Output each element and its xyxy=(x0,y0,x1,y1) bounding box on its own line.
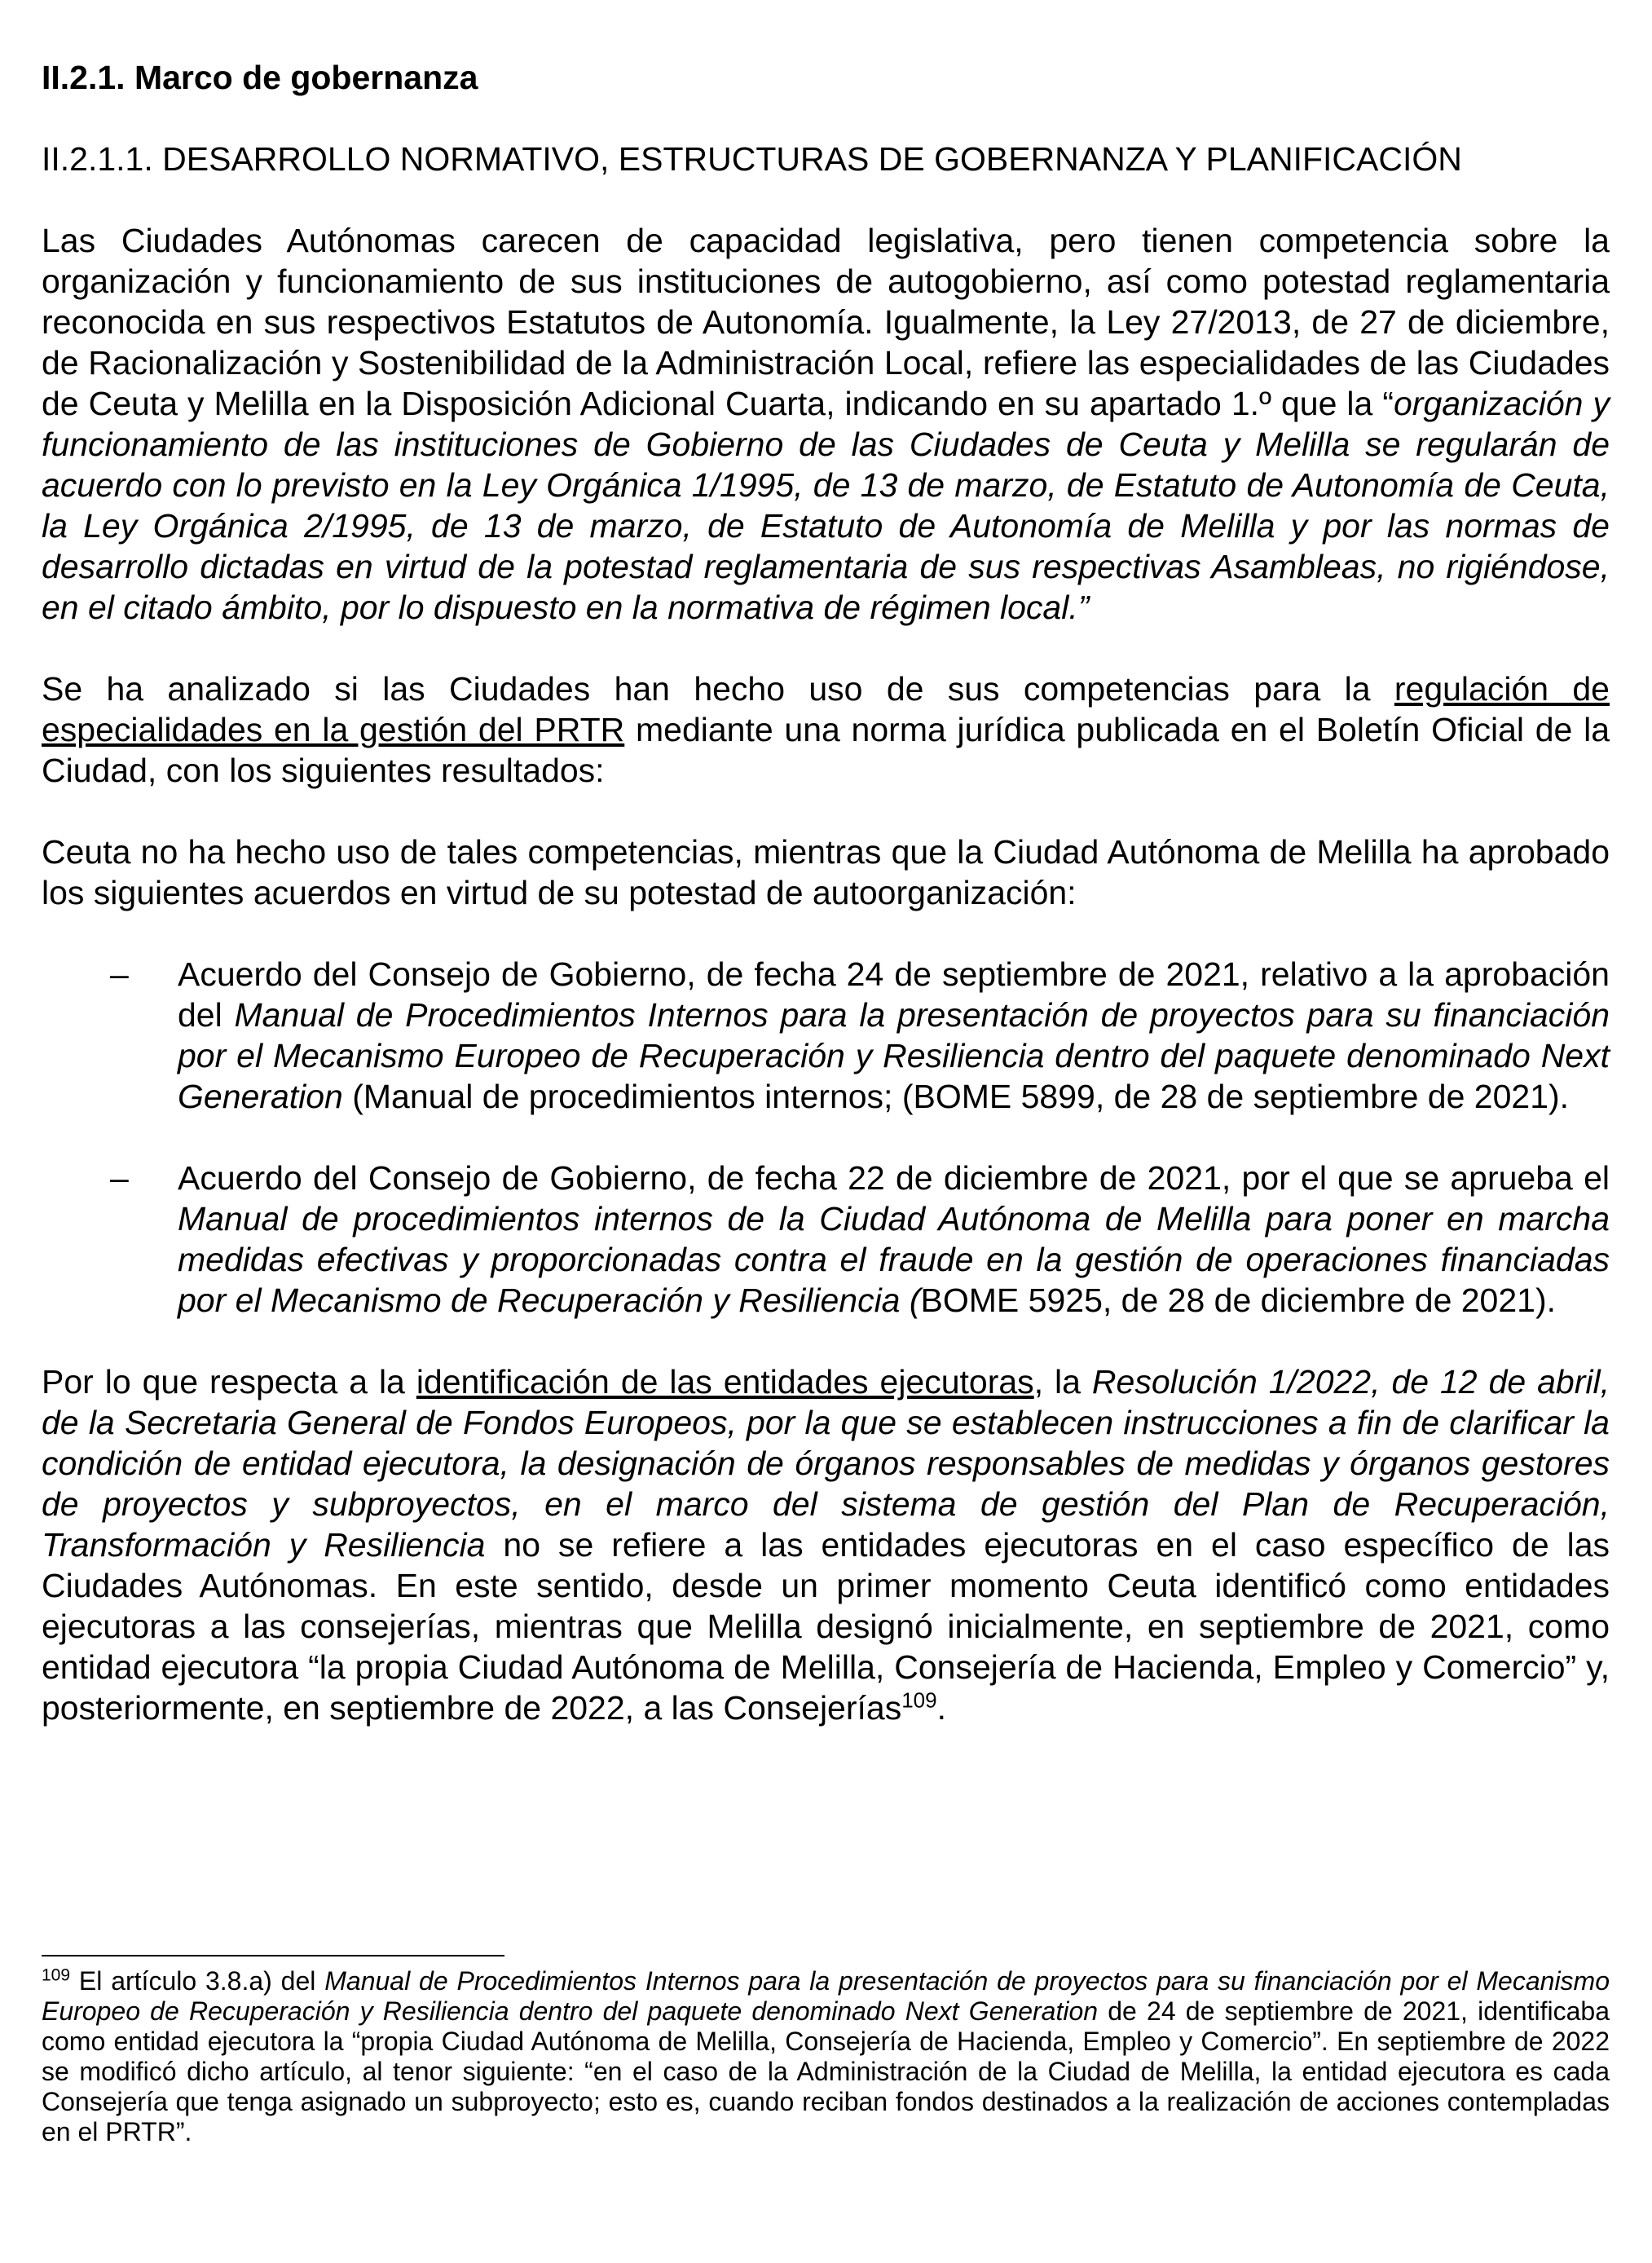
dash-bullet: – xyxy=(110,1159,129,1197)
paragraph-text: mediante una norma jurídica publicada en el Boletín Oficial de la Ciudad, con los siguientes resultados: xyxy=(42,711,1610,789)
paragraph-analisis xyxy=(42,668,1610,791)
paragraph-ceuta-melilla: Ceuta no ha hecho uso de tales competencias, mientras que la Ciudad Autónoma de Melilla ha aprobado los siguientes acuerdos en virtud de su potestad de autoorganización: xyxy=(42,833,1610,911)
paragraph-text: Se ha analizado si las Ciudades han hecho uso de sus competencias para la xyxy=(42,670,1394,708)
footnote-number: 109 xyxy=(42,1965,71,1985)
footnote-text: de 24 de septiembre de 2021, identificaba como entidad ejecutora la “propia Ciudad Autónoma de Melilla, Consejería de Hacienda, Empleo y Comercio”. En septiembre de 2022 se modificó dicho artículo, al tenor siguiente: “en el caso de la Administración de la Ciudad de Melilla, la entidad ejecutora es cada Consejería que tenga asignado un subproyecto; esto es, cuando reciban fondos destinados a la realización de acciones contempladas en el PRTR”. xyxy=(42,1996,1610,2146)
underlined-topic: identificación de las entidades ejecutoras xyxy=(416,1363,1034,1401)
paragraph-entidades-ejecutoras xyxy=(42,1361,1610,1728)
footnote-manual-title: Manual de Procedimientos Internos para la presentación de proyectos para su financiación por el Mecanismo Europeo de Recuperación y Resiliencia dentro del paquete denominado Next Generation xyxy=(42,1966,1610,2026)
paragraph-text: . xyxy=(936,1689,947,1727)
list-item-text: Acuerdo del Consejo de Gobierno, de fecha 22 de diciembre de 2021, por el que se aprueba el xyxy=(178,1159,1610,1197)
paragraph-text: , la xyxy=(1033,1363,1092,1401)
list-item-text: (Manual de procedimientos internos; (BOME 5899, de 28 de septiembre de 2021). xyxy=(342,1078,1570,1115)
footnote-text: El artículo 3.8.a) del xyxy=(70,1966,325,1996)
paragraph-text: no se refiere a las entidades ejecutoras en el caso específico de las Ciudades Autónomas. En este sentido, desde un primer momento Ceuta identificó como entidades ejecutoras a las consejerías, mientras que Melilla designó inicialmente, en septiembre de 2021, como entidad ejecutora “la propia Ciudad Autónoma de Melilla, Consejería de Hacienda, Empleo y Comercio” y, posteriormente, en septiembre de 2022, a las Consejerías xyxy=(42,1526,1610,1727)
footnote xyxy=(42,1966,1610,2147)
list-item xyxy=(42,954,1610,1117)
paragraph-text: Por lo que respecta a la xyxy=(42,1363,416,1401)
footnote-reference[interactable]: 109 xyxy=(901,1687,937,1713)
underlined-topic: regulación de especialidades en la gestión del PRTR xyxy=(42,670,1610,748)
paragraph-competencias xyxy=(42,220,1610,628)
document-page xyxy=(42,57,1610,1769)
list-item-text: Acuerdo del Consejo de Gobierno, de fecha 24 de septiembre de 2021, relativo a la aprobación del xyxy=(178,955,1610,1034)
paragraph-text: Las Ciudades Autónomas carecen de capacidad legislativa, pero tienen competencia sobre la organización y funcionamiento de sus instituciones de autogobierno, así como potestad reglamentaria reconocida en sus respectivos Estatutos de Autonomía. Igualmente, la Ley 27/2013, de 27 de diciembre, de Racionalización y Sostenibilidad de la Administración Local, refiere las especialidades de las Ciudades de Ceuta y Melilla en la Disposición Adicional Cuarta, indicando en su apartado 1.º que la “ xyxy=(42,222,1610,422)
section-title: II.2.1. Marco de gobernanza xyxy=(42,59,478,96)
document-title: Manual de procedimientos internos de la Ciudad Autónoma de Melilla para poner en marcha medidas efectivas y proporcionadas contra el fraude en la gestión de operaciones financiadas por el Mecanismo de Recuperación y Resiliencia ( xyxy=(178,1200,1610,1319)
subsection-title: II.2.1.1. DESARROLLO NORMATIVO, ESTRUCTURAS DE GOBERNANZA Y PLANIFICACIÓN xyxy=(42,140,1462,178)
resolution-title: Resolución 1/2022, de 12 de abril, de la Secretaria General de Fondos Europeos, por la que se establecen instrucciones a fin de clarificar la condición de entidad ejecutora, la designación de órganos responsables de medidas y órganos gestores de proyectos y subproyectos, en el marco del sistema de gestión del Plan de Recuperación, Transformación y Resiliencia xyxy=(42,1363,1610,1564)
agreements-list xyxy=(42,954,1610,1321)
legal-quote: organización y funcionamiento de las instituciones de Gobierno de las Ciudades de Ceuta y Melilla se regularán de acuerdo con lo previsto en la Ley Orgánica 1/1995, de 13 de marzo, de Estatuto de Autonomía de Ceuta, la Ley Orgánica 2/1995, de 13 de marzo, de Estatuto de Autonomía de Melilla y por las normas de desarrollo dictadas en virtud de la potestad reglamentaria de sus respectivas Asambleas, no rigiéndose, en el citado ámbito, por lo dispuesto en la normativa de régimen local.” xyxy=(42,385,1610,626)
list-item-text: BOME 5925, de 28 de diciembre de 2021). xyxy=(920,1281,1557,1319)
list-item xyxy=(42,1158,1610,1321)
document-title: Manual de Procedimientos Internos para la presentación de proyectos para su financiación por el Mecanismo Europeo de Recuperación y Resiliencia dentro del paquete denominado Next Generation xyxy=(178,996,1610,1115)
dash-bullet: – xyxy=(110,955,129,993)
footnote-separator xyxy=(42,1955,504,1956)
